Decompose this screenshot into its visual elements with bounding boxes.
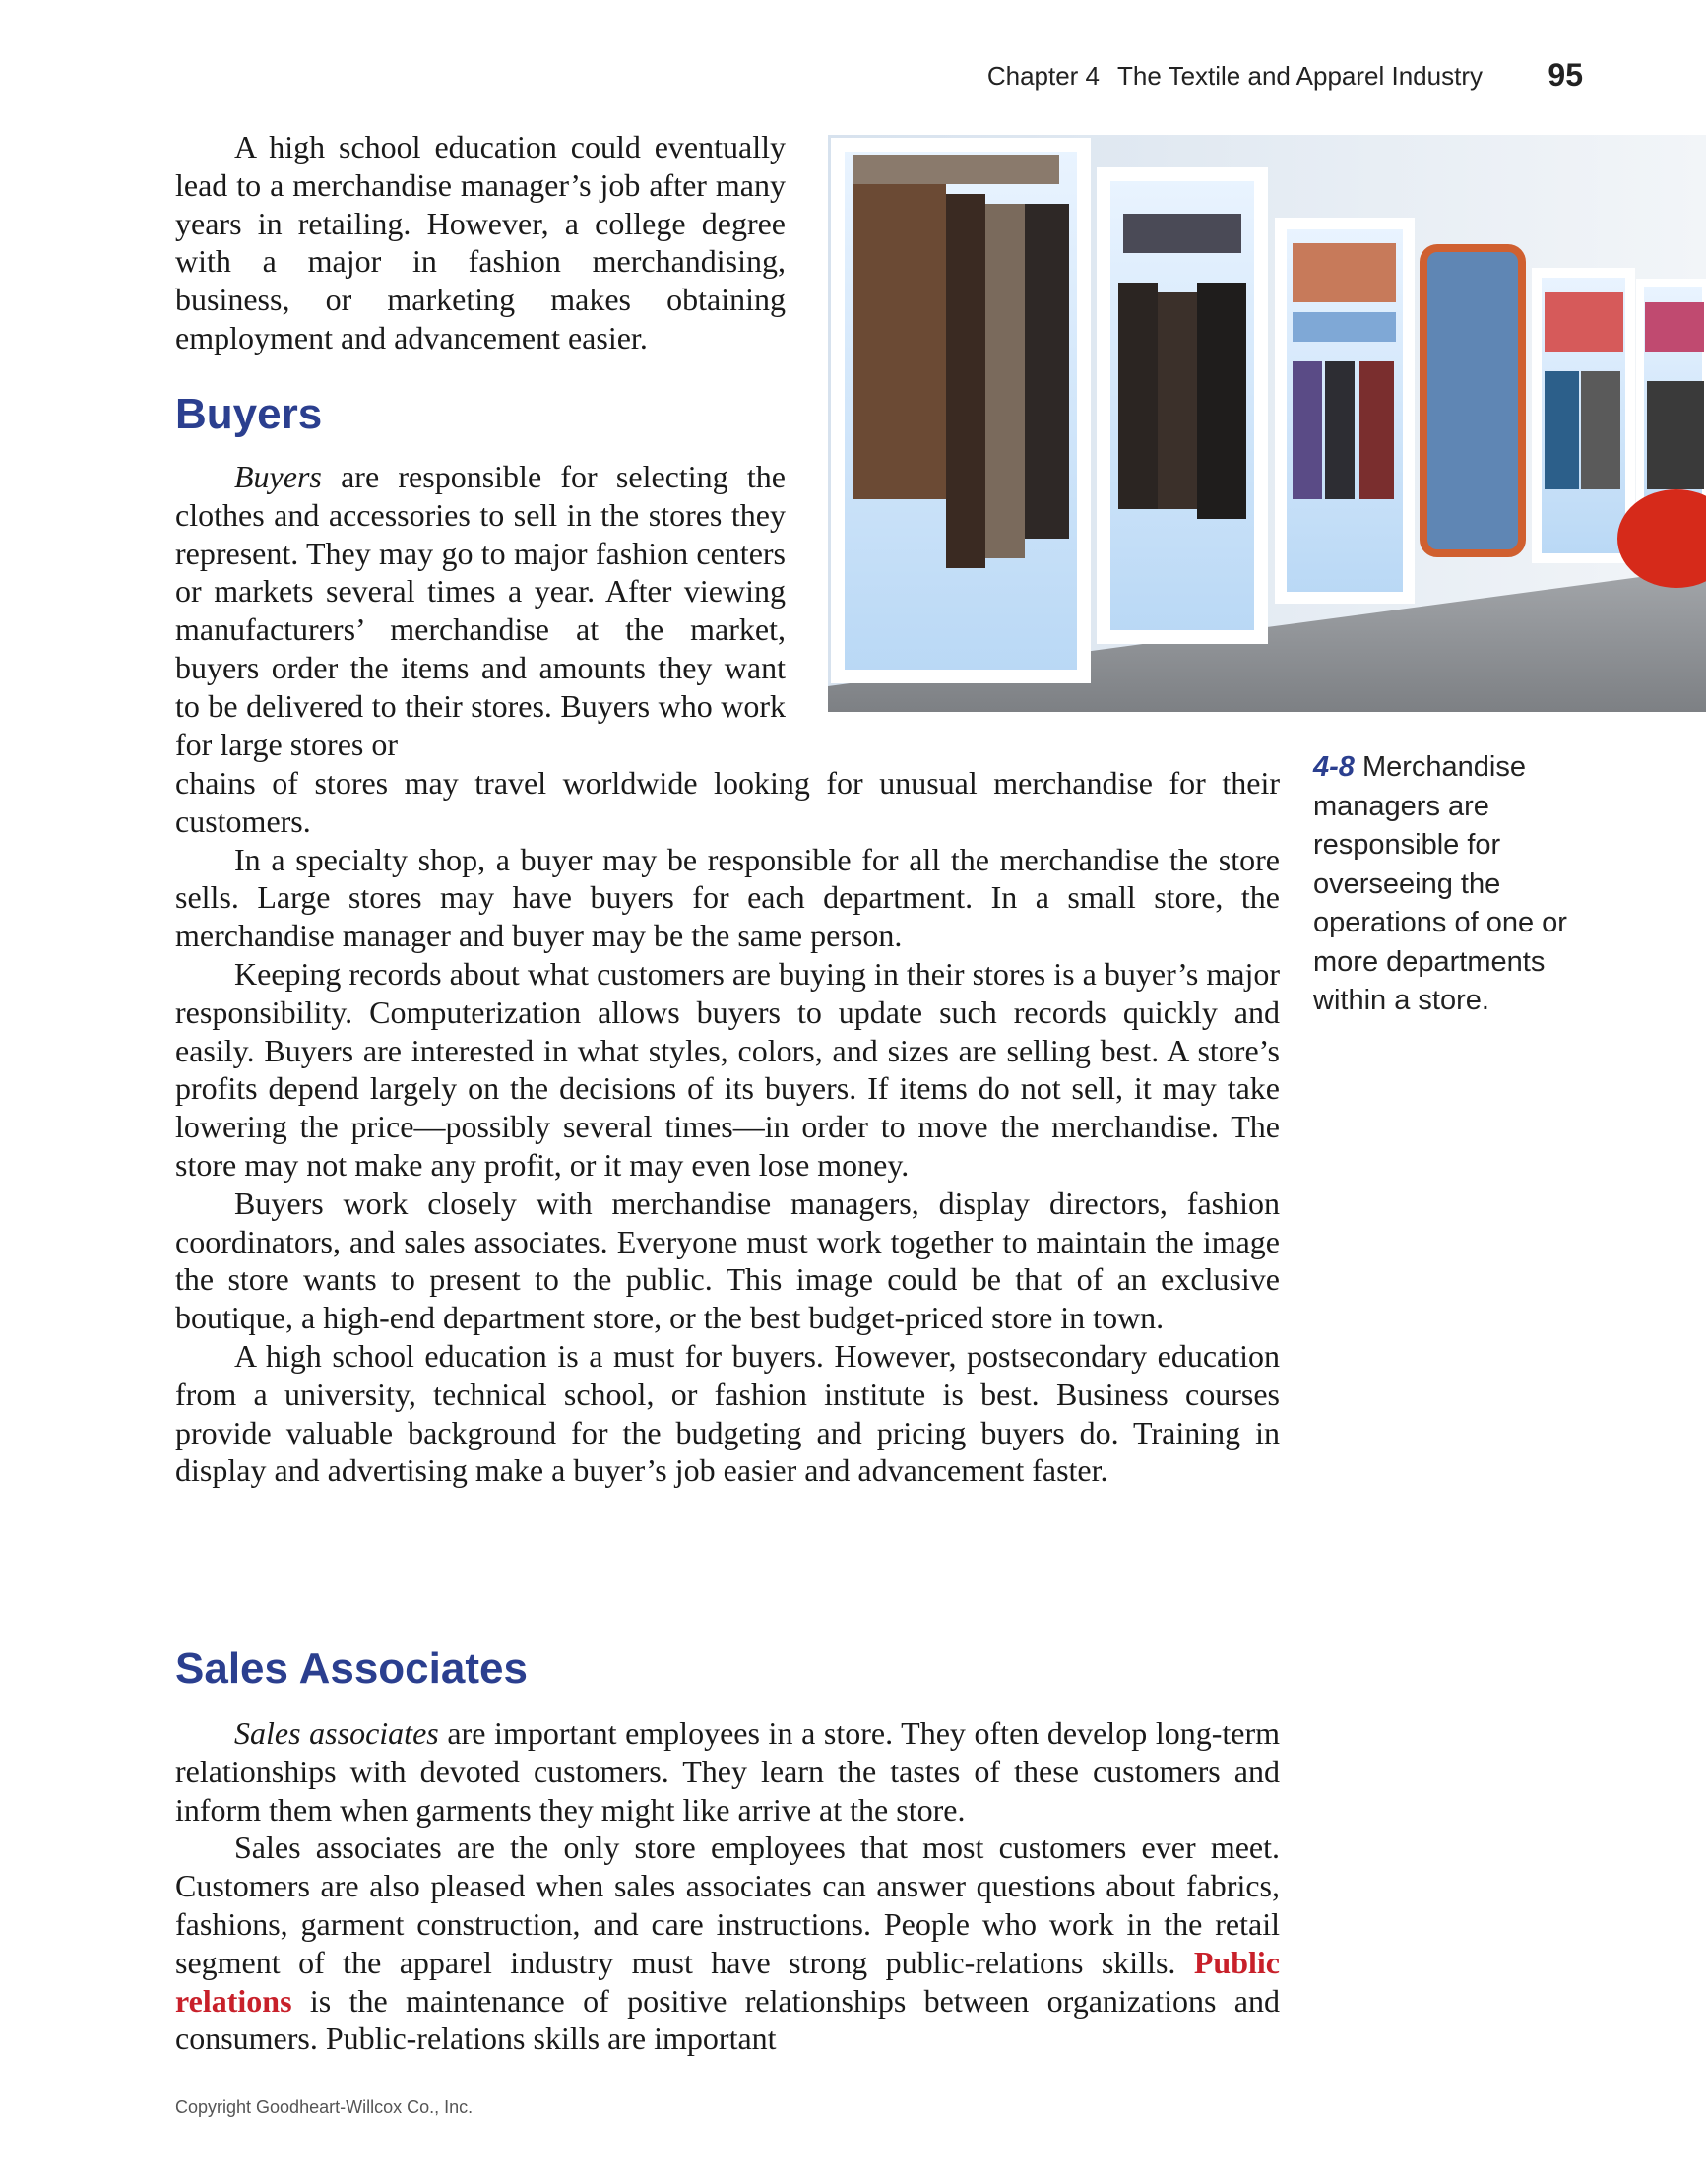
- figure-caption-text: Merchandise managers are responsible for overseeing the operations of one or more departments within a store.: [1313, 751, 1567, 1016]
- buyers-paragraph-4: Buyers work closely with merchandise managers, display directors, fashion coordinators, and sales associates. Everyone must work together to maintain the image the store wants to present to the public. This image could be that of an exclusive boutique, a high-end department store, or the best budget-priced store in town.: [175, 1185, 1280, 1336]
- figure-caption: [1313, 748, 1609, 1021]
- sales-p2-text-start: Sales associates are the only store employees that most customers ever meet. Customers are also pleased when sales associates can answer questions about fabrics, fashions, garment construction, and care instructions. People who work in the retail segment of the apparel industry must have strong public-relations skills.: [175, 1830, 1280, 1980]
- term-buyers: Buyers: [234, 459, 322, 494]
- copyright-footer: Copyright Goodheart-Willcox Co., Inc.: [175, 2097, 474, 2117]
- page-number: 95: [1548, 57, 1583, 93]
- section-heading-buyers: Buyers: [175, 390, 323, 438]
- keyterm-public-relations: Public relations: [175, 1944, 1280, 2019]
- running-header: [0, 57, 1583, 93]
- buyers-main-column: [175, 764, 1280, 1490]
- store-interior-photo: [828, 135, 1706, 712]
- buyers-paragraph-1-top: [175, 458, 786, 763]
- term-sales-associates: Sales associates: [234, 1715, 439, 1751]
- section-heading-sales-associates: Sales Associates: [175, 1644, 528, 1693]
- running-head: [987, 61, 1483, 92]
- intro-paragraph: A high school education could eventually lead to a merchandise manager’s job after many years in retailing. However, a college degree with a major in fashion merchandising, business, or marketing makes obtaining employment and advancement easier.: [175, 129, 786, 355]
- chapter-label: Chapter 4: [986, 61, 1101, 91]
- sales-p1-text: are important employees in a store. They often develop long-term relationships with devoted customers. They learn the tastes of these customers and inform them when garments they might like arrive at the store.: [175, 1715, 1280, 1828]
- buyers-paragraph-5: A high school education is a must for buyers. However, postsecondary education from a university, technical school, or fashion institute is best. Business courses provide valuable background for the budgeting and pricing buyers do. Training in display and advertising make a buyer’s job easier and advancement faster.: [175, 1337, 1280, 1489]
- intro-column: [175, 128, 786, 357]
- chapter-title: The Textile and Apparel Industry: [1117, 61, 1483, 91]
- buyers-paragraph-1-continued: chains of stores may travel worldwide looking for unusual merchandise for their customers.: [175, 765, 1280, 839]
- sales-associates-column: [175, 1714, 1280, 2058]
- buyers-p1-text: are responsible for selecting the clothes and accessories to sell in the stores they represent. They may go to major fashion centers or markets several times a year. After viewing manufacturers’ merchandise at the market, buyers order the items and amounts they want to be delivered to their stores. Buyers who work for large stores or: [175, 459, 786, 762]
- buyers-paragraph-2: In a specialty shop, a buyer may be responsible for all the merchandise the store sells. Large stores may have buyers for each department. In a small store, the merchandise manager and buyer may be the same person.: [175, 841, 1280, 954]
- store-photo-illustration: [828, 135, 1706, 712]
- figure-number: 4-8: [1313, 751, 1355, 783]
- sales-p2-text-end: is the maintenance of positive relationships between organizations and consumers. Public-relations skills are important: [175, 1982, 1280, 2057]
- buyers-paragraph-3: Keeping records about what customers are buying in their stores is a buyer’s major responsibility. Computerization allows buyers to update such records quickly and easily. Buyers are interested in what styles, colors, and sizes are selling best. A store’s profits depend largely on the decisions of its buyers. If items do not sell, it may take lowering the price—possibly several times—in order to move the merchandise. The store may not make any profit, or it may even lose money.: [175, 955, 1280, 1183]
